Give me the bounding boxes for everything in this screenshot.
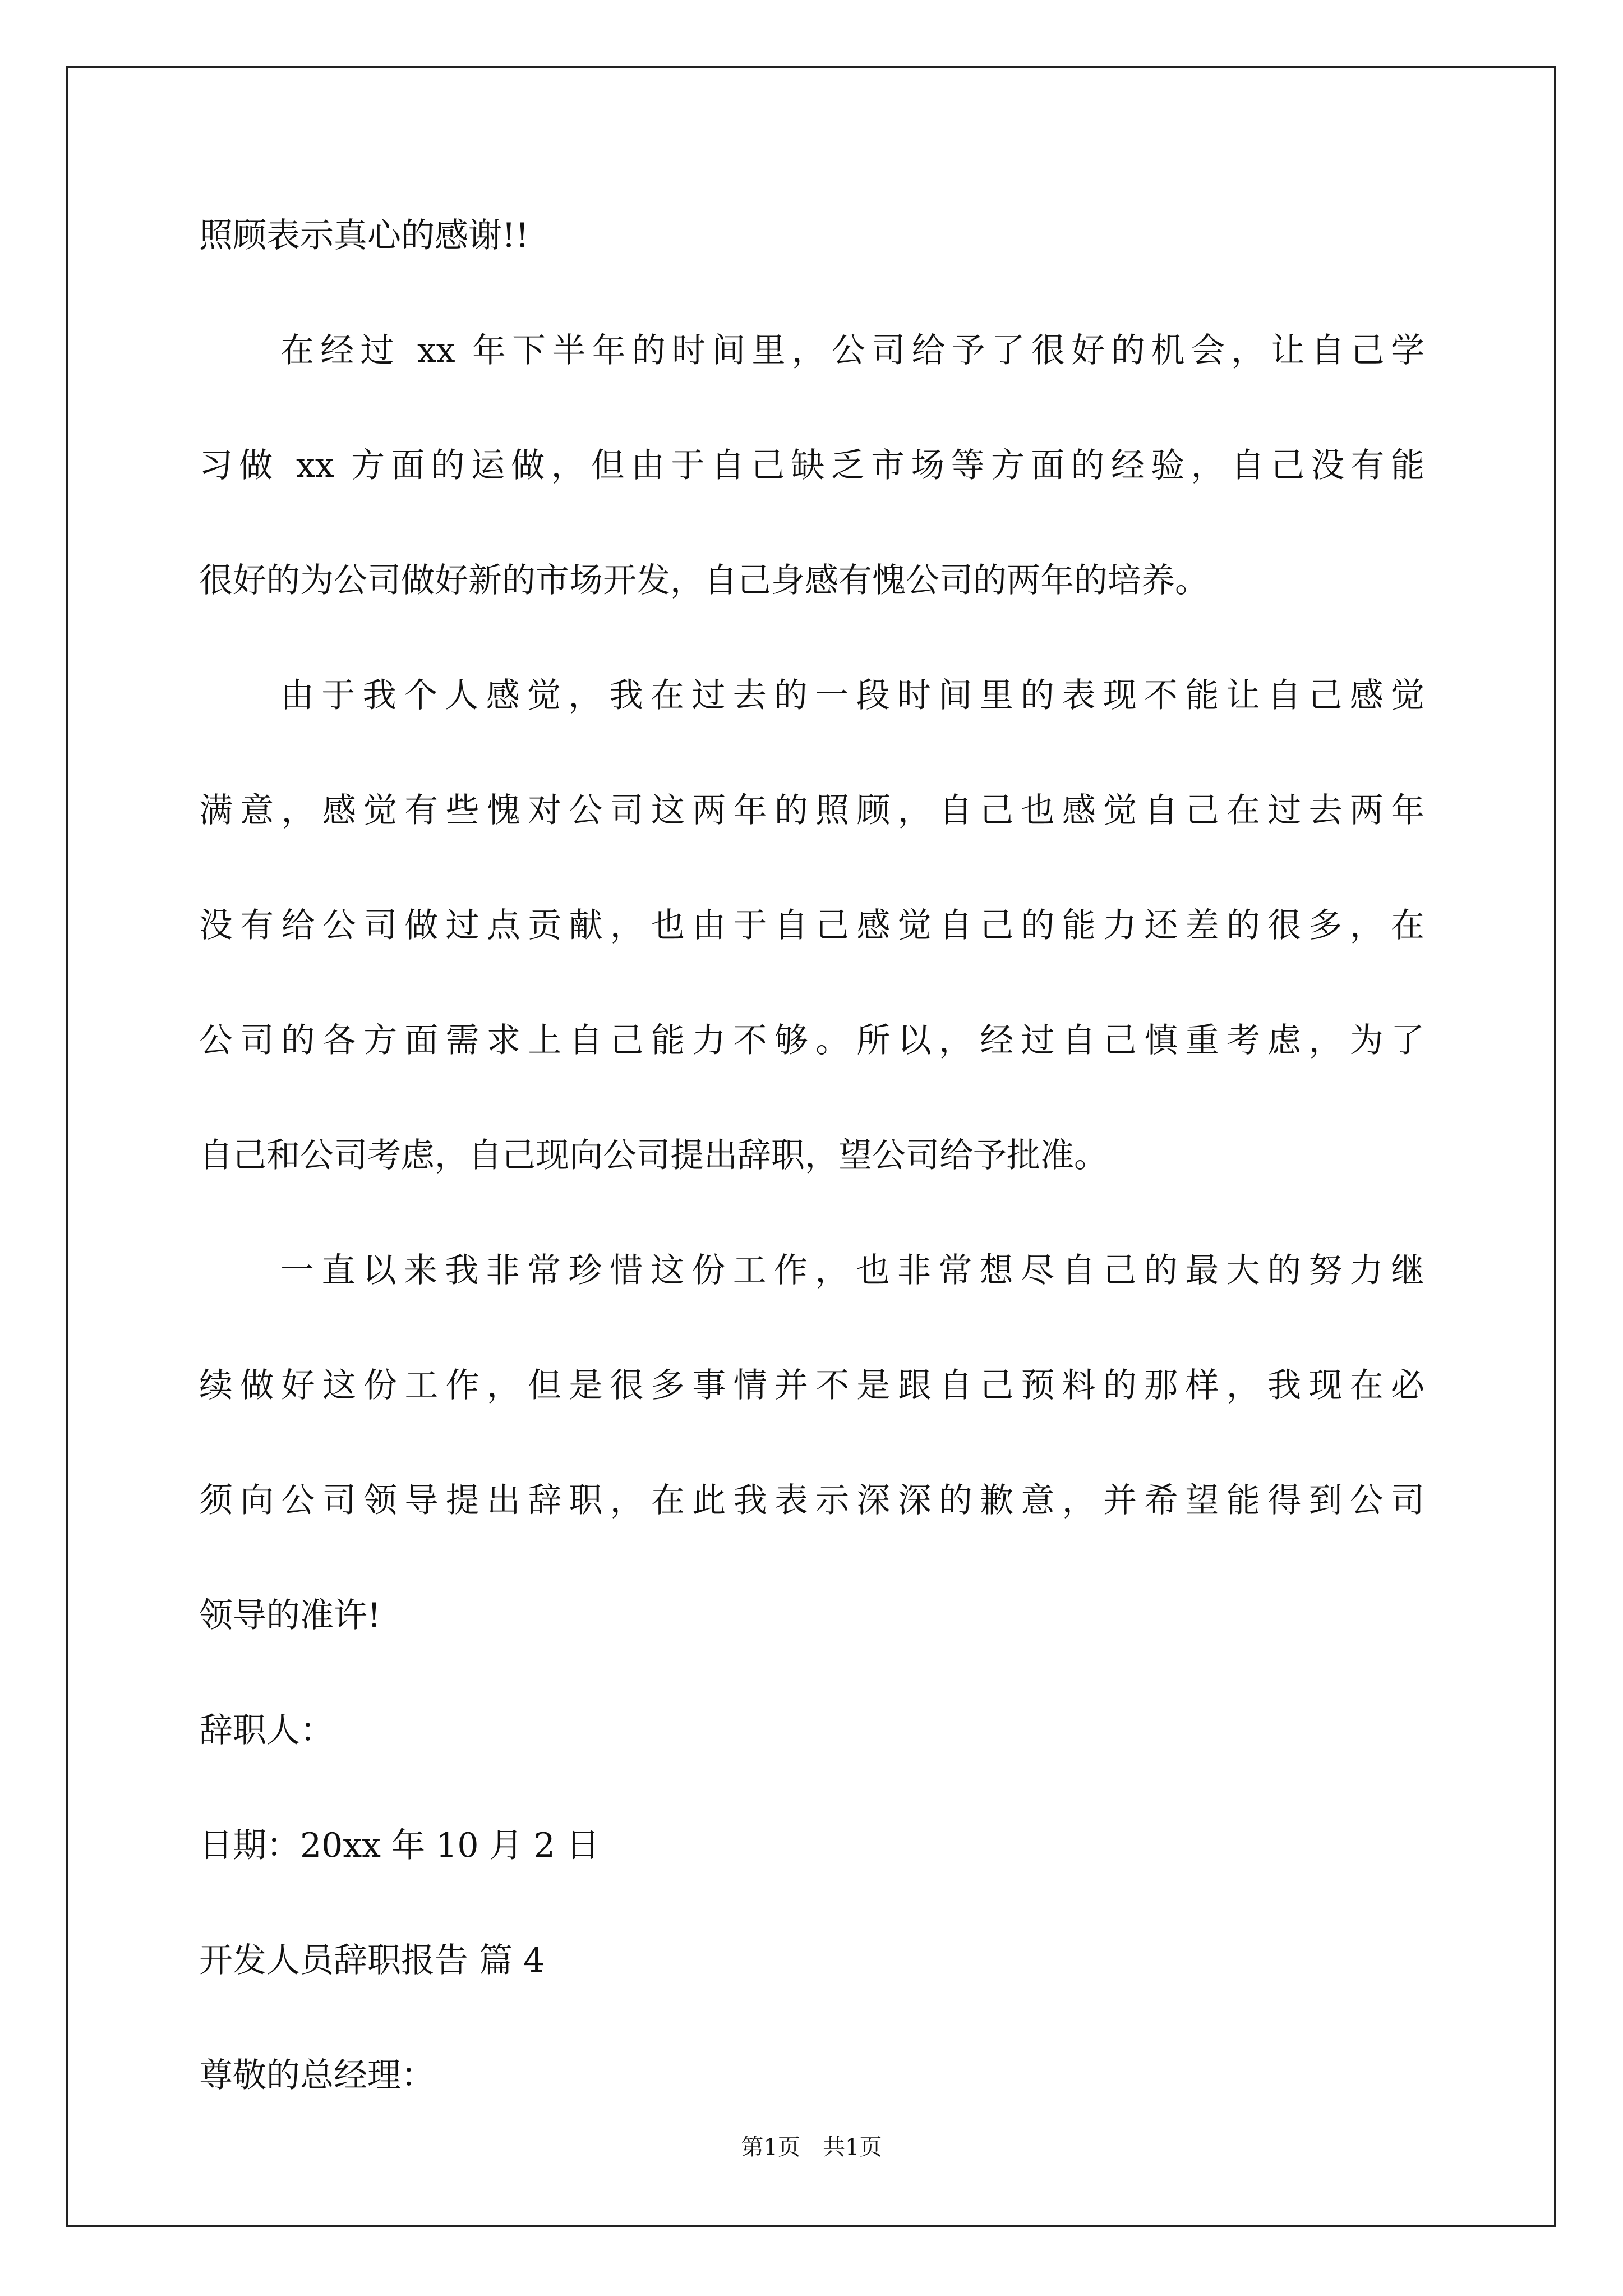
document-body	[199, 216, 1424, 2095]
text-line-9: 自己和公司考虑，自己现向公司提出辞职，望公司给予批准。	[199, 1136, 1108, 1175]
text-line-4: 很好的为公司做好新的市场开发，自己身感有愧公司的两年的培养。	[199, 561, 1209, 600]
text-line-13: 领导的准许!	[199, 1596, 381, 1635]
text-line-6: 满意，感觉有些愧对公司这两年的照顾，自己也感觉自己在过去两年	[199, 791, 1424, 830]
text-line-8: 公司的各方面需求上自己能力不够。所以，经过自己慎重考虑，为了	[199, 1021, 1424, 1060]
resignee-label: 辞职人：	[199, 1711, 334, 1750]
text-line-7: 没有给公司做过点贡献，也由于自己感觉自己的能力还差的很多，在	[199, 906, 1424, 945]
text-line-12: 须向公司领导提出辞职，在此我表示深深的歉意，并希望能得到公司	[199, 1481, 1424, 1520]
section-heading: 开发人员辞职报告 篇 4	[199, 1941, 545, 1980]
text-line-11: 续做好这份工作，但是很多事情并不是跟自己预料的那样，我现在必	[199, 1366, 1424, 1405]
salutation: 尊敬的总经理：	[199, 2056, 435, 2095]
text-line-2: 在经过 xx 年下半年的时间里，公司给予了很好的机会，让自己学	[280, 331, 1424, 370]
text-line-5: 由于我个人感觉，我在过去的一段时间里的表现不能让自己感觉	[280, 676, 1424, 715]
text-line-10: 一直以来我非常珍惜这份工作，也非常想尽自己的最大的努力继	[280, 1251, 1424, 1290]
text-line-1: 照顾表示真心的感谢!!	[199, 216, 529, 255]
text-line-3: 习做 xx 方面的运做，但由于自己缺乏市场等方面的经验，自己没有能	[199, 446, 1424, 485]
page-number-footer: 第1页 共1页	[741, 2134, 882, 2160]
date-line: 日期：20xx 年 10 月 2 日	[199, 1826, 600, 1865]
